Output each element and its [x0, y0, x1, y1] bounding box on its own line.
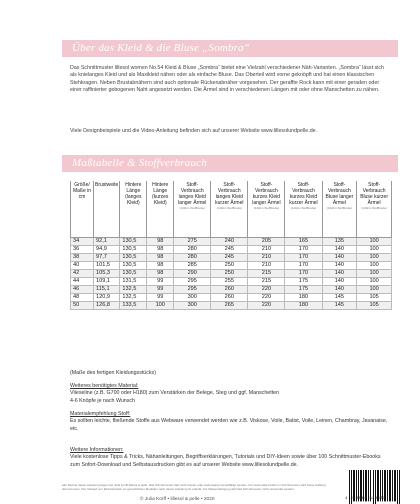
table-cell: 105	[357, 302, 392, 310]
table-cell: 280	[174, 245, 211, 253]
section-title-size-chart: Maßtabelle & Stoffverbrauch	[72, 157, 207, 169]
table-cell: 38	[71, 253, 94, 261]
table-cell: 46	[71, 286, 94, 294]
size-chart-table	[70, 181, 392, 310]
table-row	[71, 269, 392, 277]
table-cell: 48	[71, 294, 94, 302]
table-header-row	[71, 181, 392, 237]
materials-section	[70, 383, 390, 405]
table-cell: 109,1	[93, 277, 119, 285]
table-row	[71, 261, 392, 269]
table-cell: 98	[147, 269, 174, 277]
table-cell: 50	[71, 302, 94, 310]
intro-paragraph: Das Schnittmuster lillesol women No.54 Kleid & Bluse „Sombra“ bietet eine Vielzahl verschiedener Näh-Varianten. „Sombra“ lässt sich als knielanges Kleid und als Maxikleid nähen oder als einfache Bluse. Das Oberteil wird vorne geknöpft und hat einen klassischen Stehkragen. Neben Brustabnähern sind auch optionale Rückenabnäher vorgesehen. Der geraffte Rock kann mit einer geraden oder einer raffinierter gebogenen Naht angesetzt werden. Die Ärmel sind in verschiedenen Längen mit oder ohne Manschetten zu nähen.	[70, 65, 384, 94]
table-cell: 290	[174, 269, 211, 277]
table-cell: 140	[322, 261, 357, 269]
table-cell: 170	[285, 269, 322, 277]
table-cell: 98	[147, 261, 174, 269]
more-info-text: Viele kostenlose Tipps & Tricks, Nähanleitungen, Begriffserklärungen, Tutorials und DIY-Ideen sowie über 100 Schnittmuster-Ebooks zum Sofort-Download und Selbstausdrucken gibt es auf unserer Website www.lillesolundpelle.de.	[70, 454, 381, 468]
table-cell: 98	[147, 253, 174, 261]
table-cell: 250	[211, 269, 248, 277]
table-row	[71, 302, 392, 310]
fabric-section	[70, 411, 390, 433]
table-cell: 130,5	[120, 245, 147, 253]
table-cell: 100	[357, 277, 392, 285]
table-cell: 40	[71, 261, 94, 269]
table-row	[71, 294, 392, 302]
table-cell: 120,9	[93, 294, 119, 302]
more-info-section	[70, 447, 390, 469]
table-cell: 100	[357, 253, 392, 261]
table-cell: 140	[322, 269, 357, 277]
table-header-cell: Größe/ Maße in cm	[71, 181, 94, 237]
website-paragraph: Viele Designbeispiele und die Video-Anleitung befinden sich auf unserer Website www.lillesolundpelle.de.	[70, 128, 318, 134]
table-cell: 94,9	[93, 245, 119, 253]
table-cell: 100	[147, 302, 174, 310]
table-cell: 170	[285, 261, 322, 269]
materials-line: 4-6 Knöpfe je nach Wunsch	[70, 397, 135, 404]
table-cell: 170	[285, 245, 322, 253]
table-cell: 133,5	[120, 302, 147, 310]
table-cell: 265	[211, 302, 248, 310]
table-cell: 100	[357, 269, 392, 277]
table-header-cell: Hintere Länge (langes Kleid)	[120, 181, 147, 237]
table-cell: 295	[174, 286, 211, 294]
table-cell: 300	[174, 302, 211, 310]
table-cell: 210	[248, 261, 285, 269]
table-cell: 98	[147, 245, 174, 253]
table-cell: 92,1	[93, 237, 119, 245]
table-cell: 175	[285, 277, 322, 285]
table-cell: 205	[248, 237, 285, 245]
table-header-cell: Stoff-Verbrauch kurzes Kleid langer Ärmel (140cm Stoffbreite)	[248, 181, 285, 237]
table-cell: 130,5	[120, 261, 147, 269]
table-cell: 99	[147, 277, 174, 285]
table-cell: 170	[285, 253, 322, 261]
table-cell: 220	[248, 286, 285, 294]
table-cell: 100	[357, 245, 392, 253]
table-header-cell: Stoff-Verbrauch langes Kleid langer Ärmel (140cm Stoffbreite)	[174, 181, 211, 237]
table-cell: 300	[174, 294, 211, 302]
table-cell: 115,1	[93, 286, 119, 294]
barcode-number: 4 260644 320803	[345, 497, 386, 501]
table-header-cell: Stoff-Verbrauch langes Kleid kurzer Ärmel (140cm Stoffbreite)	[211, 181, 248, 237]
table-cell: 101,5	[93, 261, 119, 269]
fabric-text: Es sollten leichte, fließende Stoffe aus Webware verwendet werden wie z.B. Viskose, Voile, Batist, Voile, Leinen, Chambray, Javanaise, etc.	[70, 418, 388, 432]
table-cell: 99	[147, 286, 174, 294]
table-cell: 220	[248, 294, 285, 302]
table-cell: 130,5	[120, 269, 147, 277]
section-title-about: Über das Kleid & die Bluse „Sombra“	[72, 42, 251, 54]
table-cell: 130,5	[120, 253, 147, 261]
table-cell: 275	[174, 237, 211, 245]
table-cell: 180	[285, 294, 322, 302]
table-cell: 130,5	[120, 237, 147, 245]
table-cell: 295	[174, 277, 211, 285]
table-cell: 165	[285, 237, 322, 245]
table-cell: 215	[248, 277, 285, 285]
section-banner-size-chart	[62, 155, 398, 172]
table-cell: 255	[211, 277, 248, 285]
fabric-heading: Materialempfehlung Stoff:	[70, 411, 131, 417]
table-cell: 126,8	[93, 302, 119, 310]
table-cell: 97,7	[93, 253, 119, 261]
table-cell: 210	[248, 245, 285, 253]
table-row	[71, 277, 392, 285]
table-cell: 240	[211, 237, 248, 245]
table-cell: 100	[357, 237, 392, 245]
table-cell: 44	[71, 277, 94, 285]
table-row	[71, 237, 392, 245]
table-cell: 140	[322, 253, 357, 261]
table-cell: 34	[71, 237, 94, 245]
table-cell: 260	[211, 286, 248, 294]
table-cell: 132,5	[120, 286, 147, 294]
table-cell: 36	[71, 245, 94, 253]
table-cell: 220	[248, 302, 285, 310]
table-cell: 105,3	[93, 269, 119, 277]
materials-heading: Weiteres benötigtes Material:	[70, 383, 139, 389]
table-note: (Maße des fertigen Kleidungsstücks)	[70, 370, 156, 376]
table-header-cell: Stoff-Verbrauch kurzes Kleid kurzer Ärmel (140cm Stoffbreite)	[285, 181, 322, 237]
table-cell: 245	[211, 245, 248, 253]
table-cell: 210	[248, 253, 285, 261]
table-row	[71, 286, 392, 294]
table-cell: 280	[174, 253, 211, 261]
table-cell: 140	[322, 286, 357, 294]
legal-notice: Alle Rechte dieser Anleitung liegen bei Julia Korff/ lillesol & pelle. Das Schnittmuster darf nicht kopiert oder anderweitig vervielfältigt werden. Für eventuelle Fehler im Schnittmuster wird keine Haftung übernommen. Der Verkauf von Einzelstücken an gewerblichen Modellen nach dieser Anleitung ist erlaubt. Zur Massenfertigung darf das Schnittmuster nicht verwendet werden.	[62, 483, 326, 491]
table-cell: 175	[285, 286, 322, 294]
table-cell: 131,5	[120, 277, 147, 285]
table-row	[71, 253, 392, 261]
table-cell: 135	[322, 237, 357, 245]
table-cell: 245	[211, 253, 248, 261]
table-cell: 140	[322, 245, 357, 253]
table-cell: 98	[147, 237, 174, 245]
table-cell: 260	[211, 294, 248, 302]
table-cell: 100	[357, 286, 392, 294]
table-header-cell: Brustweite	[93, 181, 119, 237]
table-cell: 145	[322, 302, 357, 310]
table-header-cell: Hintere Länge (kurzes Kleid)	[147, 181, 174, 237]
table-header-cell: Stoff-Verbrauch Bluse langer Ärmel (140cm Stoffbreite)	[322, 181, 357, 237]
table-cell: 105	[357, 294, 392, 302]
section-banner-about	[62, 40, 398, 57]
table-cell: 250	[211, 261, 248, 269]
table-cell: 42	[71, 269, 94, 277]
copyright-line: © Julia Korff • lillesol & pelle • 2020	[140, 497, 215, 502]
table-cell: 99	[147, 294, 174, 302]
materials-line: Vlieseline (z.B. G700 oder H180) zum Verstärken der Belege, Steg und ggf. Manschetten	[70, 390, 280, 397]
table-cell: 145	[322, 294, 357, 302]
table-cell: 100	[357, 261, 392, 269]
table-header-cell: Stoff-Verbrauch Bluse kurzer Ärmel (140cm Stoffbreite)	[357, 181, 392, 237]
table-cell: 285	[174, 261, 211, 269]
table-cell: 140	[322, 277, 357, 285]
table-cell: 132,5	[120, 294, 147, 302]
table-row	[71, 245, 392, 253]
table-cell: 215	[248, 269, 285, 277]
more-info-heading: Weitere Informationen:	[70, 447, 124, 453]
table-cell: 180	[285, 302, 322, 310]
